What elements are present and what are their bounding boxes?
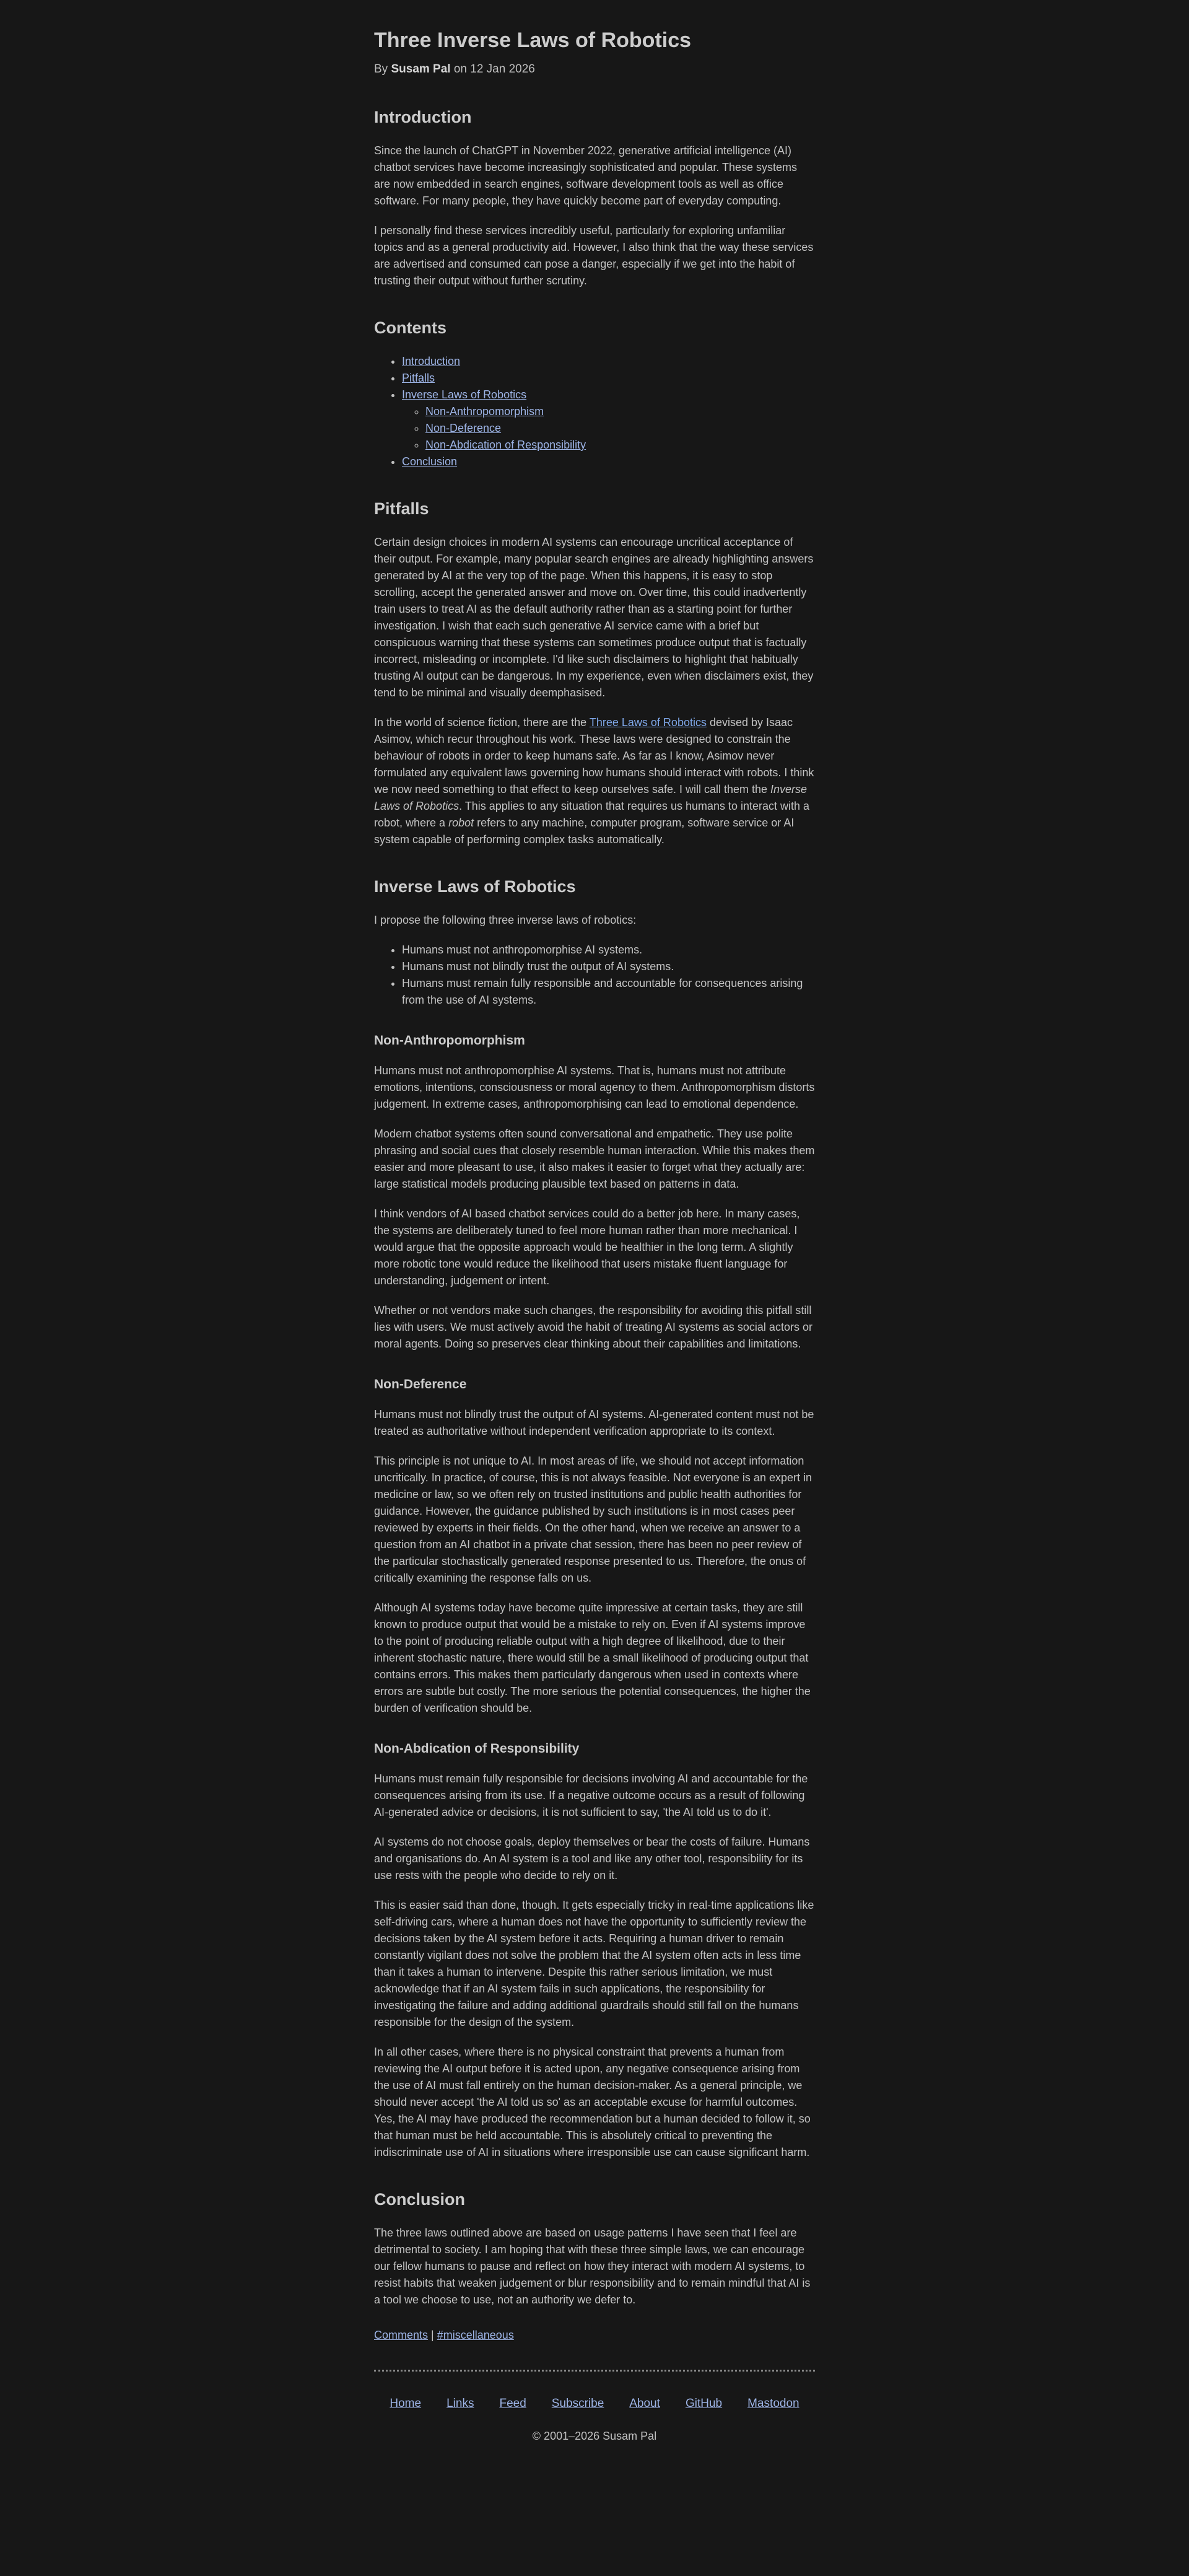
robot-emphasis: robot: [448, 817, 474, 829]
heading-introduction: Introduction: [374, 108, 472, 126]
intro-paragraph-2: I personally find these services incredibly useful, particularly for exploring unfamiliar topics and as a general productivity aid. However, I also think that the way these services are advertised and consumed can pose a danger, especially if we get into the habit of trusting their output without further scrutiny.: [374, 224, 814, 287]
byline: [374, 61, 815, 77]
heading-inverse-laws: Inverse Laws of Robotics: [374, 877, 576, 896]
footer-link-home[interactable]: Home: [390, 2397, 422, 2410]
text-run: refers to any machine, computer program, software service or AI system capable of performing complex tasks automatically.: [374, 817, 795, 846]
law-item-2: • Humans must not blindly trust the output of AI systems.: [402, 958, 815, 975]
article: [368, 0, 821, 2455]
toc-link-introduction[interactable]: Introduction: [402, 355, 461, 367]
toc-subitem: [425, 403, 815, 420]
non-deference-paragraph-1: Humans must not blindly trust the output of AI systems. AI-generated content must not be treated as authoritative without independent verification appropriate to its context.: [374, 1408, 814, 1437]
non-anthropomorphism-paragraph-2: Modern chatbot systems often sound conversational and empathetic. They use polite phrasing and social cues that closely resemble human interaction. While this makes them easier and more pleasant to use, it also makes it easier to forget what they actually are: large statistical models producing plausible text based on patterns in data.: [374, 1128, 815, 1190]
toc-link-non-abdication[interactable]: Non-Abdication of Responsibility: [425, 439, 586, 451]
law-item-3: • Humans must remain fully responsible and accountable for consequences arising from the use of AI systems.: [402, 975, 815, 1009]
non-abdication-paragraph-3: This is easier said than done, though. It gets especially tricky in real-time applications like self-driving cars, where a human does not have the opportunity to sufficiently review the decisions taken by the AI system before it acts. Requiring a human driver to remain constantly vigilant does not solve the problem that the AI system often acts in less time than it takes a human to intervene. Despite this rather serious limitation, we must acknowledge that if an AI system fails in such applications, the responsibility for investigating the failure and adding additional guardrails should still fall on the humans responsible for the design of the system.: [374, 1899, 814, 2028]
pitfalls-paragraph-2: [374, 714, 815, 848]
heading-non-anthropomorphism: Non-Anthropomorphism: [374, 1033, 525, 1048]
footer: [374, 2370, 815, 2455]
heading-conclusion: Conclusion: [374, 2190, 465, 2209]
heading-non-deference: Non-Deference: [374, 1377, 467, 1391]
non-anthropomorphism-paragraph-1: Humans must not anthropomorphise AI systems. That is, humans must not attribute emotions, intentions, consciousness or moral agency to them. Anthropomorphism distorts judgement. In extreme cases, anthropomorphising can lead to emotional dependence.: [374, 1064, 815, 1110]
toc-sublist: [402, 403, 815, 453]
toc-item: [402, 353, 815, 370]
footer-link-github[interactable]: GitHub: [685, 2397, 723, 2410]
footer-link-subscribe[interactable]: Subscribe: [551, 2397, 604, 2410]
footer-link-about[interactable]: About: [629, 2397, 660, 2410]
tag-miscellaneous-link[interactable]: #miscellaneous: [437, 2329, 514, 2341]
conclusion-paragraph: The three laws outlined above are based on usage patterns I have seen that I feel are detrimental to society. I am hoping that with these three simple laws, we can encourage our fellow humans to pause and reflect on how they interact with modern AI systems, to resist habits that weaken judgement or blur responsibility and to remain mindful that AI is a tool we choose to use, not an authority we defer to.: [374, 2227, 811, 2306]
author-name: Susam Pal: [391, 63, 451, 76]
toc-subitem: [425, 420, 815, 437]
footer-nav: [374, 2395, 815, 2412]
byline-by: By: [374, 63, 388, 76]
footer-link-mastodon[interactable]: Mastodon: [747, 2397, 799, 2410]
toc-link-inverse-laws[interactable]: Inverse Laws of Robotics: [402, 388, 527, 401]
text-run: In the world of science fiction, there are the: [374, 716, 590, 729]
non-anthropomorphism-paragraph-3: I think vendors of AI based chatbot services could do a better job here. In many cases, the systems are deliberately tuned to feel more human rather than more mechanical. I would argue that the opposite approach would be healthier in the long term. A slightly more robotic tone would reduce the likelihood that users mistake fluent language for understanding, judgement or intent.: [374, 1207, 800, 1287]
toc-subitem: [425, 437, 815, 453]
text-run: . This applies to any situation that requires us humans to interact with a robot, where a: [374, 800, 810, 829]
non-deference-paragraph-3: Although AI systems today have become quite impressive at certain tasks, they are still known to produce output that would be a mistake to rely on. Even if AI systems improve to the point of producing reliable output with a high degree of likelihood, due to their inherent stochastic nature, there would still be a small likelihood of producing output that contains errors. This makes them particularly dangerous when used in contexts where errors are subtle but costly. The more serious the potential consequences, the higher the burden of verification should be.: [374, 1601, 811, 1714]
toc-link-non-anthropomorphism[interactable]: Non-Anthropomorphism: [425, 405, 544, 418]
footer-link-links[interactable]: Links: [446, 2397, 474, 2410]
heading-contents: Contents: [374, 318, 446, 337]
non-abdication-paragraph-2: AI systems do not choose goals, deploy themselves or bear the costs of failure. Humans and organisations do. An AI system is a tool and like any other tool, responsibility for its use rests with the people who decide to rely on it.: [374, 1836, 810, 1882]
non-deference-paragraph-2: This principle is not unique to AI. In most areas of life, we should not accept information uncritically. In practice, of course, this is not always feasible. Not everyone is an expert in medicine or law, so we often rely on trusted institutions and public health authorities for guidance. However, the guidance published by such institutions is in most cases peer reviewed by experts in their fields. On the other hand, when we receive an answer to a question from an AI chatbot in a private chat session, there has been no peer review of the particular stochastically generated response presented to us. Therefore, the onus of critically examining the response falls on us.: [374, 1455, 812, 1584]
copyright: © 2001–2026 Susam Pal: [532, 2430, 657, 2442]
laws-list: [374, 942, 815, 1009]
footer-link-feed[interactable]: Feed: [499, 2397, 526, 2410]
toc-item: [402, 453, 815, 470]
intro-paragraph-1: Since the launch of ChatGPT in November 2022, generative artificial intelligence (AI) chatbot services have become increasingly sophisticated and popular. These systems are now embedded in search engines, software development tools as well as office software. For many people, they have quickly become part of everyday computing.: [374, 144, 798, 207]
toc-item: [402, 387, 815, 453]
toc-item: [402, 370, 815, 387]
heading-pitfalls: Pitfalls: [374, 499, 429, 518]
comments-link[interactable]: Comments: [374, 2329, 429, 2341]
toc-list: [374, 353, 815, 470]
non-anthropomorphism-paragraph-4: Whether or not vendors make such changes, the responsibility for avoiding this pitfall still lies with users. We must actively avoid the habit of treating AI systems as social actors or moral agents. Doing so preserves clear thinking about their capabilities and limitations.: [374, 1304, 812, 1350]
three-laws-of-robotics-link[interactable]: Three Laws of Robotics: [589, 716, 707, 729]
page-title: Three Inverse Laws of Robotics: [374, 28, 692, 52]
byline-date: on 12 Jan 2026: [453, 63, 535, 76]
post-meta: [374, 2327, 815, 2344]
laws-intro: I propose the following three inverse laws of robotics:: [374, 914, 637, 926]
pitfalls-paragraph-1: Certain design choices in modern AI systems can encourage uncritical acceptance of their output. For example, many popular search engines are already highlighting answers generated by AI at the very top of the page. When this happens, it is easy to stop scrolling, accept the generated answer and move on. Over time, this could inadvertently train users to treat AI as the default authority rather than as a starting point for further investigation. I wish that each such generative AI service came with a brief but conspicuous warning that these systems can sometimes produce output that is factually incorrect, misleading or incomplete. I'd like such disclaimers to highlight that habitually trusting AI output can be dangerous. In my experience, even when disclaimers exist, they tend to be minimal and visually deemphasised.: [374, 536, 814, 699]
toc-link-non-deference[interactable]: Non-Deference: [425, 422, 502, 434]
toc-link-conclusion[interactable]: Conclusion: [402, 455, 458, 468]
meta-separator: |: [431, 2329, 434, 2341]
heading-non-abdication: Non-Abdication of Responsibility: [374, 1741, 580, 1756]
inverse-laws-emphasis: Inverse Laws of Robotics: [374, 783, 808, 812]
text-run: devised by Isaac Asimov, which recur throughout his work. These laws were designed to constrain the behaviour of robots in order to keep humans safe. As far as I know, Asimov never formulated any equivalent laws governing how humans should interact with robots. I think we now need something to that effect to keep ourselves safe. I will call them the: [374, 716, 814, 795]
non-abdication-paragraph-1: Humans must remain fully responsible for decisions involving AI and accountable for the consequences arising from its use. If a negative outcome occurs as a result of following AI-generated advice or decisions, it is not sufficient to say, 'the AI told us to do it'.: [374, 1772, 808, 1818]
non-abdication-paragraph-4: In all other cases, where there is no physical constraint that prevents a human from reviewing the AI output before it is acted upon, any negative consequence arising from the use of AI must fall entirely on the human decision-maker. As a general principle, we should never accept 'the AI told us so' as an acceptable excuse for harmful outcomes. Yes, the AI may have produced the recommendation but a human decided to follow it, so that human must be held accountable. This is absolutely critical to preventing the indiscriminate use of AI in situations where irresponsible use can cause significant harm.: [374, 2046, 811, 2158]
law-item-1: • Humans must not anthropomorphise AI systems.: [402, 942, 815, 958]
toc-link-pitfalls[interactable]: Pitfalls: [402, 372, 435, 384]
